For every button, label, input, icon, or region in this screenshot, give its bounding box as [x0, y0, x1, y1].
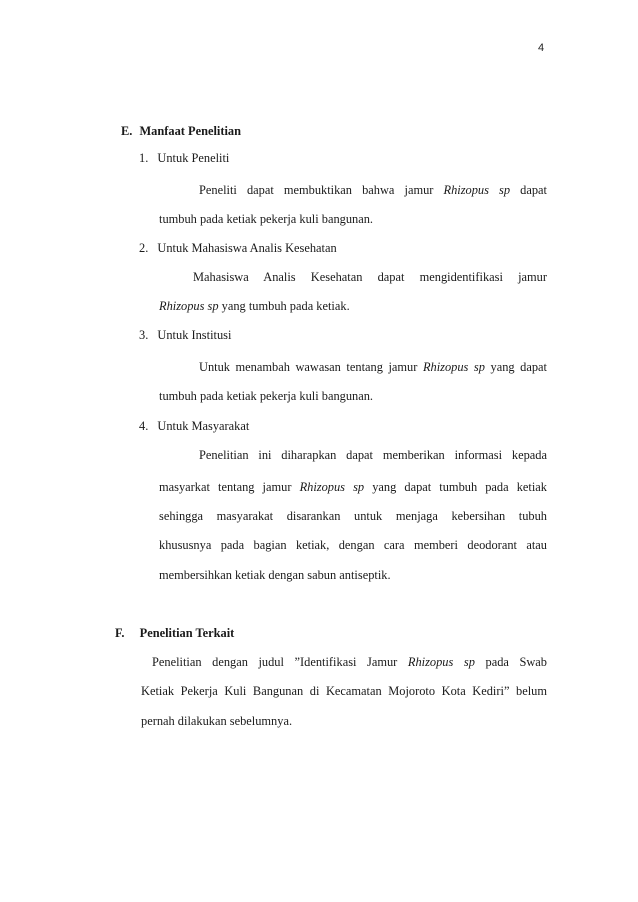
section-f-paragraph-line-2: Ketiak Pekerja Kuli Bangunan di Kecamatan Mojoroto Kota Kediri” belum [141, 684, 547, 698]
item-number: 1. [139, 151, 149, 165]
species-name: Rhizopus sp [422, 360, 485, 374]
item-4-heading [139, 418, 249, 434]
item-heading: Untuk Peneliti [157, 151, 230, 165]
item-4-paragraph-line-1: Penelitian ini diharapkan dapat memberikan informasi kepada [199, 448, 547, 462]
item-4-paragraph-line-4: khususnya pada bagian ketiak, dengan cara memberi deodorant atau [159, 538, 547, 552]
species-name: Rhizopus sp [443, 183, 511, 197]
page-number: 4 [538, 42, 545, 54]
item-3-paragraph-line-2: tumbuh pada ketiak pekerja kuli bangunan. [159, 389, 374, 403]
item-2-paragraph-line-2: Rhizopus sp yang tumbuh pada ketiak. [159, 299, 350, 313]
item-4-paragraph-line-5: membersihkan ketiak dengan sabun antiseptik. [159, 568, 391, 582]
item-1-heading [139, 150, 229, 166]
item-number: 4. [139, 419, 149, 433]
species-name: Rhizopus sp [159, 299, 219, 313]
item-heading: Untuk Masyarakat [157, 419, 250, 433]
section-f-paragraph-line-3: pernah dilakukan sebelumnya. [141, 714, 293, 728]
section-f-title: Penelitian Terkait [139, 626, 235, 640]
item-2-paragraph-line-1: Mahasiswa Analis Kesehatan dapat mengidentifikasi jamur [193, 270, 547, 284]
section-e-heading [121, 123, 241, 139]
section-f-heading [115, 625, 234, 641]
item-3-heading [139, 327, 231, 343]
section-e-title: Manfaat Penelitian [139, 124, 242, 138]
item-4-paragraph-line-2: masyarkat tentang jamur Rhizopus sp yang dapat tumbuh pada ketiak [159, 480, 547, 494]
section-f-letter: F. [115, 626, 125, 640]
item-1-paragraph-line-2: tumbuh pada ketiak pekerja kuli bangunan. [159, 212, 374, 226]
item-2-heading [139, 240, 337, 256]
section-e-letter: E. [121, 124, 133, 138]
item-number: 3. [139, 328, 149, 342]
item-1-paragraph-line-1: Peneliti dapat membuktikan bahwa jamur Rhizopus sp dapat [199, 183, 547, 197]
section-f-paragraph-line-1: Penelitian dengan judul ”Identifikasi Jamur Rhizopus sp pada Swab [152, 655, 547, 669]
species-name: Rhizopus sp [299, 480, 365, 494]
item-4-paragraph-line-3: sehingga masyarakat disarankan untuk menjaga kebersihan tubuh [159, 509, 547, 523]
item-heading: Untuk Institusi [157, 328, 232, 342]
item-number: 2. [139, 241, 149, 255]
item-3-paragraph-line-1: Untuk menambah wawasan tentang jamur Rhizopus sp yang dapat [199, 360, 547, 374]
item-heading: Untuk Mahasiswa Analis Kesehatan [157, 241, 337, 255]
species-name: Rhizopus sp [407, 655, 475, 669]
